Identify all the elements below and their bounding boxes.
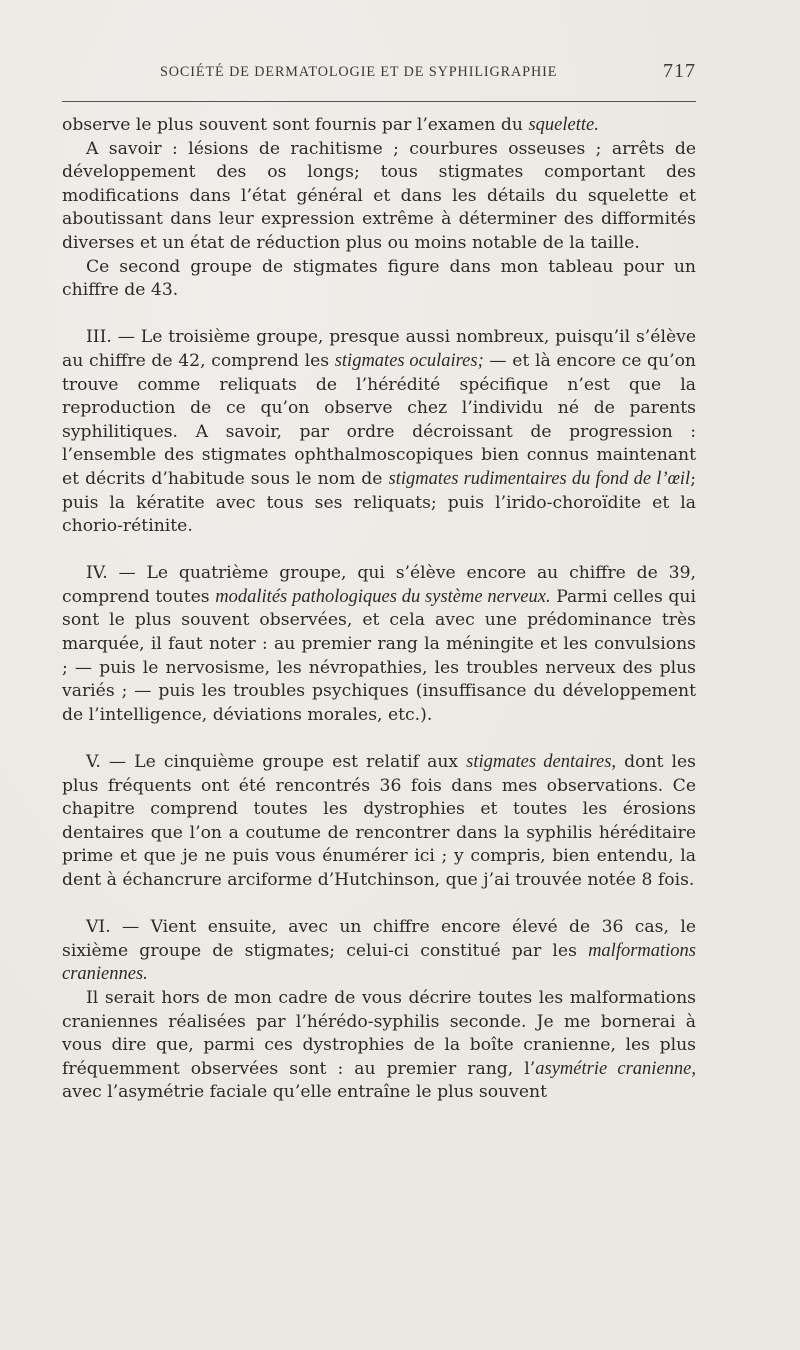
text-run: IV. — Le quatrième groupe, qui s’élève encore au chiffre de 39, comprend toutes bbox=[62, 563, 696, 607]
text-run: Parmi celles qui sont le plus souvent observées, et cela avec une prédominance très marquée, il faut noter : au premier rang la méningite et les convulsions ; — puis le nervosisme, les névropathies, les troubles nerveux des plus variés ; — puis les troubles psychiques (insuffisance du développement de l’intelligence, déviations morales, etc.). bbox=[62, 586, 696, 725]
paragraph-1 bbox=[62, 114, 696, 138]
paragraph-3 bbox=[62, 256, 696, 303]
running-title: SOCIÉTÉ DE DERMATOLOGIE ET DE SYPHILIGRAPHIE bbox=[160, 64, 558, 80]
paragraph-4 bbox=[62, 326, 696, 538]
text-run: Il serait hors de mon cadre de vous décrire toutes les malformations craniennes réalisées par l’hérédo-syphilis seconde. Je me bornerai à vous dire que, parmi ces dystrophies de la boîte cranienne, les plus fréquemment observées sont : au premier rang, l’ bbox=[62, 987, 696, 1079]
page-header bbox=[62, 60, 696, 90]
text-run: III. — Le troisième groupe, presque aussi nombreux, puisqu’il s’élève au chiffre de 42, comprend les bbox=[62, 327, 696, 371]
italic-run: stigmates oculaires; bbox=[334, 350, 484, 371]
italic-run: stigmates rudimentaires du fond de l’œil bbox=[388, 468, 691, 489]
page-number: 717 bbox=[663, 60, 696, 82]
header-rule bbox=[62, 101, 696, 102]
italic-run: malformations craniennes. bbox=[62, 940, 696, 985]
text-run: A savoir : lésions de rachitisme ; courbures osseuses ; arrêts de développement des os longs; tous stigmates comportant des modifications dans l’état général et dans les détails du squelette et aboutissant dans leur expression extrême à déterminer des difformités diverses et un état de réduction plus ou moins notable de la taille. bbox=[62, 138, 696, 253]
italic-run: asymétrie cranienne, bbox=[535, 1058, 696, 1079]
italic-run: modalités pathologiques du système nerveux. bbox=[215, 586, 551, 607]
paragraph-5 bbox=[62, 562, 696, 727]
text-run: dont les plus fréquents ont été rencontrés 36 fois dans mes observations. Ce chapitre comprend toutes les dystrophies et toutes les érosions dentaires que l’on a coutume de rencontrer dans la syphilis héréditaire prime et que je ne puis vous énumérer ici ; y compris, bien entendu, la dent à échancrure arciforme d’Hutchinson, que j’ai trouvée notée 8 fois. bbox=[62, 752, 696, 890]
body-text bbox=[62, 114, 696, 1105]
text-run: ; puis la kératite avec tous ses reliquats; puis l’irido-choroïdite et la chorio-rétinite. bbox=[62, 468, 696, 537]
text-run: avec l’asymétrie faciale qu’elle entraîne le plus souvent bbox=[62, 1082, 548, 1103]
text-run: V. — Le cinquième groupe est relatif aux bbox=[86, 752, 467, 773]
paragraph-7 bbox=[62, 916, 696, 987]
paragraph-8 bbox=[62, 987, 696, 1105]
italic-run: stigmates dentaires, bbox=[466, 752, 617, 773]
italic-run: squelette. bbox=[528, 115, 599, 135]
text-run: Ce second groupe de stigmates figure dans mon tableau pour un chiffre de 43. bbox=[62, 256, 696, 301]
text-run: — et là encore ce qu’on trouve comme reliquats de l’hérédité spécifique n’est que la reproduction de ce qu’on observe chez l’individu né de parents syphilitiques. A savoir, par ordre décroissant de progression : l’ensemble des stigmates ophthalmoscopiques bien connus maintenant et décrits d’habitude sous le nom de bbox=[62, 350, 696, 489]
text-run: observe le plus souvent sont fournis par l’examen du bbox=[62, 115, 529, 135]
paragraph-2 bbox=[62, 138, 696, 256]
paragraph-6 bbox=[62, 751, 696, 893]
text-run: VI. — Vient ensuite, avec un chiffre encore élevé de 36 cas, le sixième groupe de stigmates; celui-ci constitué par les bbox=[62, 917, 696, 961]
